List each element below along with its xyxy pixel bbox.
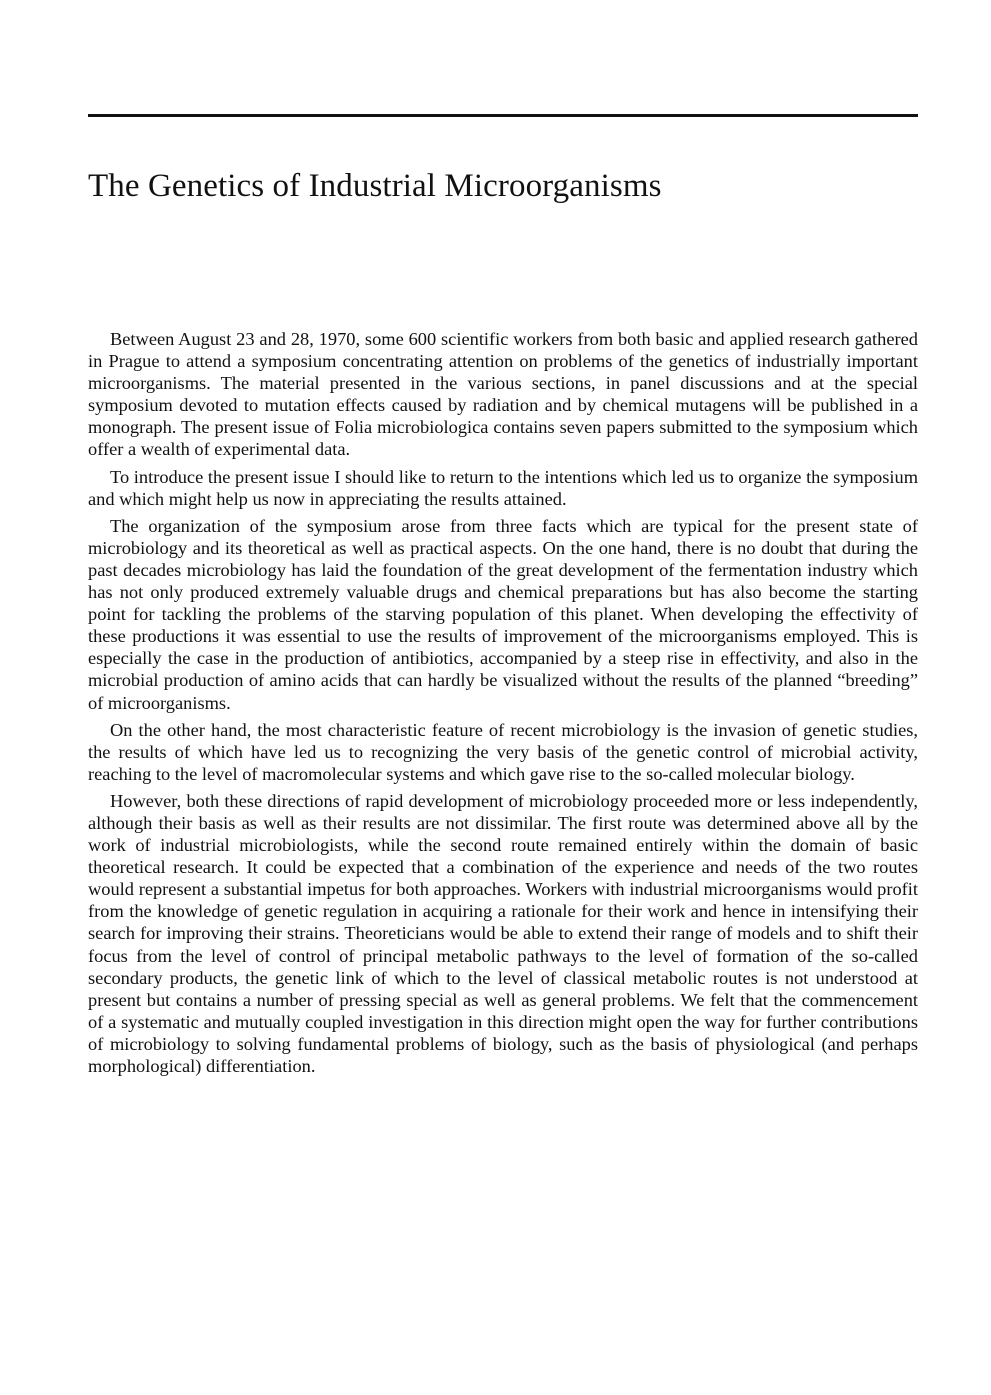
article-body <box>88 328 918 1082</box>
paragraph-introduction: To introduce the present issue I should like to return to the intentions which led us to organize the symposium and which might help us now in appreciating the results attained. <box>88 466 918 509</box>
paragraph-symposium-overview: Between August 23 and 28, 1970, some 600 scientific workers from both basic and applied research gathered in Prague to attend a symposium concentrating attention on problems of the genetics of industrially important microorganisms. The material presented in the various sections, in panel discussions and at the special symposium devoted to mutation effects caused by radiation and by chemical mutagens will be published in a monograph. The present issue of Folia microbiologica contains seven papers submitted to the symposium which offer a wealth of experimental data. <box>88 329 918 460</box>
paragraph-organization: The organization of the symposium arose from three facts which are typical for the present state of microbiology and its theoretical as well as practical aspects. On the one hand, there is no doubt that during the past decades microbiology has laid the foundation of the great development of the fermentation industry which has not only produced extremely valuable drugs and chemical preparations but has also become the starting point for tackling the problems of the starving population of this planet. When developing the effectivity of these productions it was essential to use the results of improvement of the microorganisms employed. This is especially the case in the production of antibiotics, accompanied by a steep rise in effectivity, and also in the microbial production of amino acids that can hardly be visualized without the results of the planned “breeding” of microorganisms. <box>88 515 918 713</box>
paragraph-genetic-studies: On the other hand, the most characteristic feature of recent microbiology is the invasion of genetic studies, the results of which have led us to recognizing the very basis of the genetic control of microbial activity, reaching to the level of macromolecular systems and which gave rise to the so-called molecular biology. <box>88 719 918 784</box>
header-rule <box>88 114 918 117</box>
article-title: The Genetics of Industrial Microorganisms <box>88 168 662 204</box>
paragraph-two-directions: However, both these directions of rapid development of microbiology proceeded more or less independently, although their basis as well as their results are not dissimilar. The first route was determined above all by the work of industrial microbiologists, while the second route remained entirely within the domain of basic theoretical research. It could be expected that a combination of the experience and needs of the two routes would represent a substantial impetus for both approaches. Workers with industrial microorganisms would profit from the knowledge of genetic regulation in acquiring a rationale for their work and hence in intensifying their search for improving their strains. Theoreticians would be able to extend their range of models and to shift their focus from the level of control of principal metabolic pathways to the level of formation of the so-called secondary products, the genetic link of which to the level of classical metabolic routes is not understood at present but contains a number of pressing special as well as general problems. We felt that the commencement of a systematic and mutually coupled investigation in this direction might open the way for further contributions of microbiology to solving fundamental problems of biology, such as the basis of physiological (and perhaps morphological) differentiation. <box>88 790 918 1076</box>
